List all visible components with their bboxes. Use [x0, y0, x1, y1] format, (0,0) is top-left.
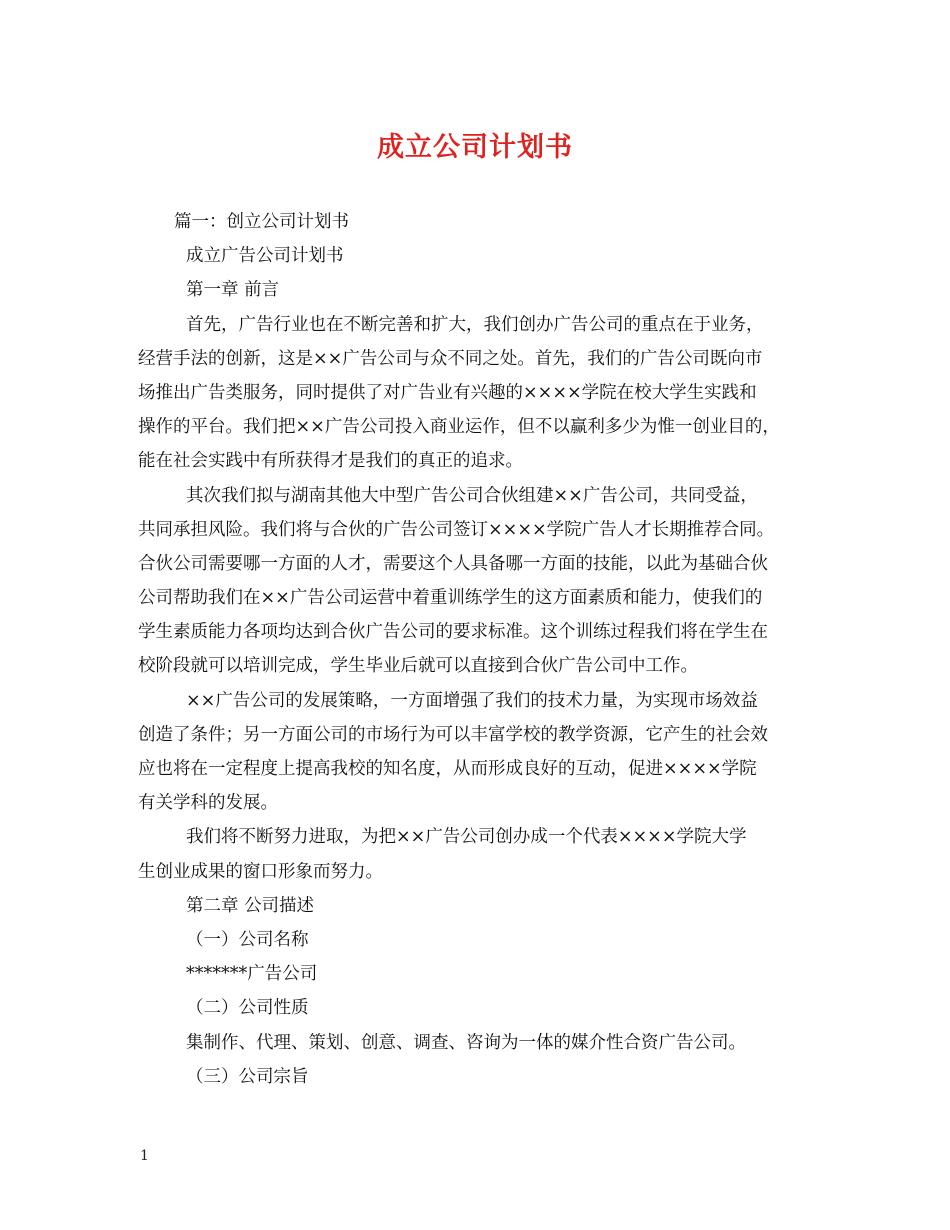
body-text-line: 操作的平台。我们把××广告公司投入商业运作，但不以赢利多少为惟一创业目的， — [138, 417, 780, 438]
body-text-line: *******广告公司 — [186, 964, 318, 985]
body-text-line: 共同承担风险。我们将与合伙的广告公司签订××××学院广告人才长期推荐合同。 — [138, 519, 775, 540]
body-text-line: 合伙公司需要哪一方面的人才，需要这个人具备哪一方面的技能，以此为基础合伙 — [138, 553, 768, 574]
body-text-line: 应也将在一定程度上提高我校的知名度，从而形成良好的互动，促进××××学院 — [138, 759, 757, 779]
body-text-line: 生创业成果的窗口形象而努力。 — [138, 861, 383, 882]
body-text-line: 集制作、代理、策划、创意、调查、咨询为一体的媒介性合资广告公司。 — [186, 1032, 746, 1053]
page-number: 1 — [140, 1148, 149, 1164]
body-text-line: 学生素质能力各项均达到合伙广告公司的要求标准。这个训练过程我们将在学生在 — [138, 622, 768, 643]
body-text-line: 校阶段就可以培训完成，学生毕业后就可以直接到合伙广告公司中工作。 — [138, 656, 698, 677]
body-text-line: 有关学科的发展。 — [138, 793, 278, 814]
body-text-line: ××广告公司的发展策略，一方面增强了我们的技术力量，为实现市场效益 — [186, 690, 758, 711]
body-text-line: （三）公司宗旨 — [186, 1066, 309, 1087]
body-text-line: 能在社会实践中有所获得才是我们的真正的追求。 — [138, 451, 523, 472]
body-text-line: 其次我们拟与湖南其他大中型广告公司合伙组建××广告公司，共同受益， — [186, 485, 758, 506]
body-text-line: （一）公司名称 — [186, 929, 309, 950]
body-text-line: 我们将不断努力进取，为把××广告公司创办成一个代表××××学院大学 — [186, 827, 747, 848]
body-text-line: 首先，广告行业也在不断完善和扩大，我们创办广告公司的重点在于业务， — [186, 314, 764, 335]
body-text-line: 篇一：创立公司计划书 — [174, 212, 349, 232]
body-text-line: 第二章 公司描述 — [186, 895, 315, 916]
body-text-line: 成立广告公司计划书 — [186, 246, 344, 267]
body-text-line: 公司帮助我们在××广告公司运营中着重训练学生的这方面素质和能力，使我们的 — [138, 588, 763, 609]
body-text-line: 第一章 前言 — [186, 280, 280, 301]
body-text-line: 经营手法的创新，这是××广告公司与众不同之处。首先，我们的广告公司既向市 — [138, 348, 763, 369]
body-text-line: （二）公司性质 — [186, 998, 309, 1019]
document-title: 成立公司计划书 — [377, 132, 573, 163]
document-body — [138, 205, 828, 1094]
body-text-line: 创造了条件；另一方面公司的市场行为可以丰富学校的教学资源，它产生的社会效 — [138, 724, 768, 745]
body-text-line: 场推出广告类服务，同时提供了对广告业有兴趣的××××学院在校大学生实践和 — [138, 382, 757, 403]
